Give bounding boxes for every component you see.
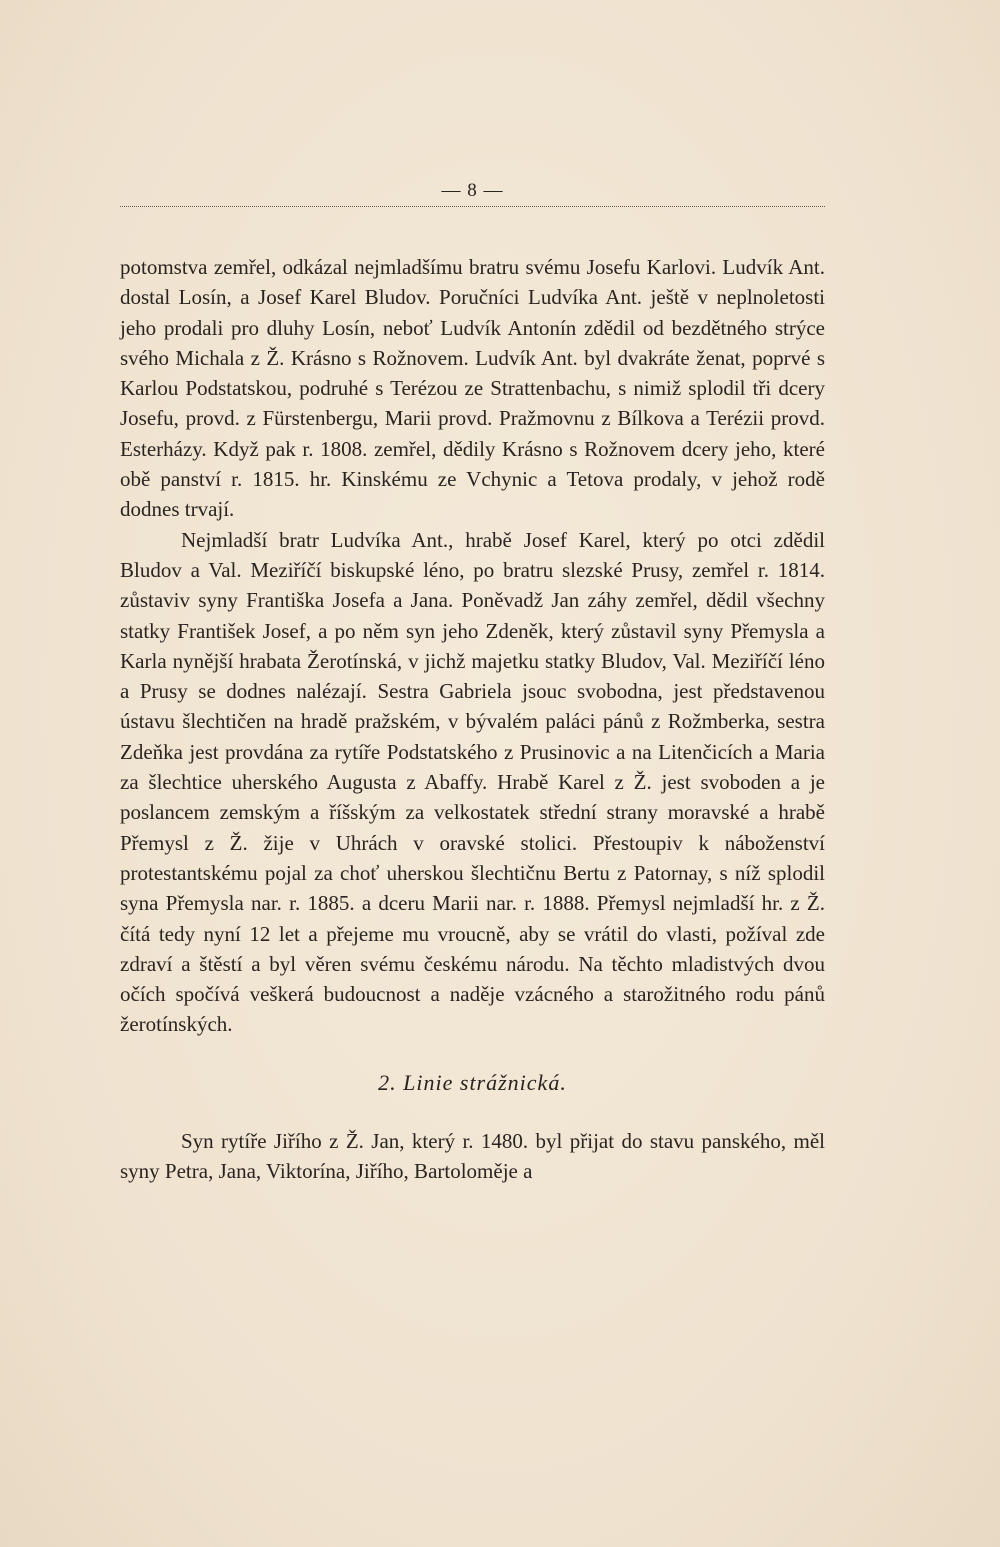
paragraph-3: Syn rytíře Jiřího z Ž. Jan, který r. 1480. byl přijat do stavu panského, měl syny Petra, Jana, Viktorína, Jiřího, Bartoloměje a [120, 1129, 825, 1184]
section-title: 2. Linie strážnická. [378, 1069, 567, 1095]
paragraph-1: potomstva zemřel, odkázal nejmladšímu bratru svému Josefu Karlovi. Ludvík Ant. dostal Losín, a Josef Karel Bludov. Poručníci Ludvíka Ant. ještě v neplnoletosti jeho prodali pro dluhy Losín, neboť Ludvík Antonín zdědil od bezdětného strýce svého Michala z Ž. Krásno s Rožnovem. Ludvík Ant. byl dvakráte ženat, poprvé s Karlou Podstatskou, podruhé s Terézou ze Strattenbachu, s nimiž splodil tři dcery Josefu, provd. z Fürstenbergu, Marii provd. Pražmovnu z Bílkova a Terézii provd. Esterházy. Když pak r. 1808. zemřel, dědily Krásno s Rožnovem dcery jeho, které obě panství r. 1815. hr. Kinskému ze Vchynic a Tetova prodaly, v jehož rodě dodnes trvají. [120, 255, 825, 522]
header-divider [120, 206, 825, 207]
page-number: — 8 — [441, 180, 504, 201]
page-body [120, 252, 825, 1187]
paragraph-2: Nejmladší bratr Ludvíka Ant., hrabě Josef Karel, který po otci zdědil Bludov a Val. Meziříčí biskupské léno, po bratru slezské Prusy, zemřel r. 1814. zůstaviv syny Františka Josefa a Jana. Poněvadž Jan záhy zemřel, dědil všechny statky František Josef, a po něm syn jeho Zdeněk, který zůstavil syny Přemysla a Karla nynější hrabata Žerotínská, v jichž majetku statky Bludov, Val. Meziříčí léno a Prusy se dodnes nalézají. Sestra Gabriela jsouc svobodna, jest představenou ústavu šlechtičen na hradě pražském, v bývalém paláci pánů z Rožmberka, sestra Zdeňka jest provdána za rytíře Podstatského z Prusinovic a na Litenčicích a Maria za šlechtice uherského Augusta z Abaffy. Hrabě Karel z Ž. jest svoboden a je poslancem zemským a říšským za velkostatek střední strany moravské a hrabě Přemysl z Ž. žije v Uhrách v oravské stolici. Přestoupiv k náboženství protestantskému pojal za choť uherskou šlechtičnu Bertu z Patornay, s níž splodil syna Přemysla nar. r. 1885. a dceru Marii nar. r. 1888. Přemysl nejmladší hr. z Ž. čítá tedy nyní 12 let a přejeme mu vroucně, aby se vrátil do vlasti, požíval zde zdraví a štěstí a byl věren svému českému národu. Na těchto mladistvých dvou očích spočívá veškerá budoucnost a naděje vzácného a starožitného rodu pánů žerotínských. [120, 527, 825, 1037]
